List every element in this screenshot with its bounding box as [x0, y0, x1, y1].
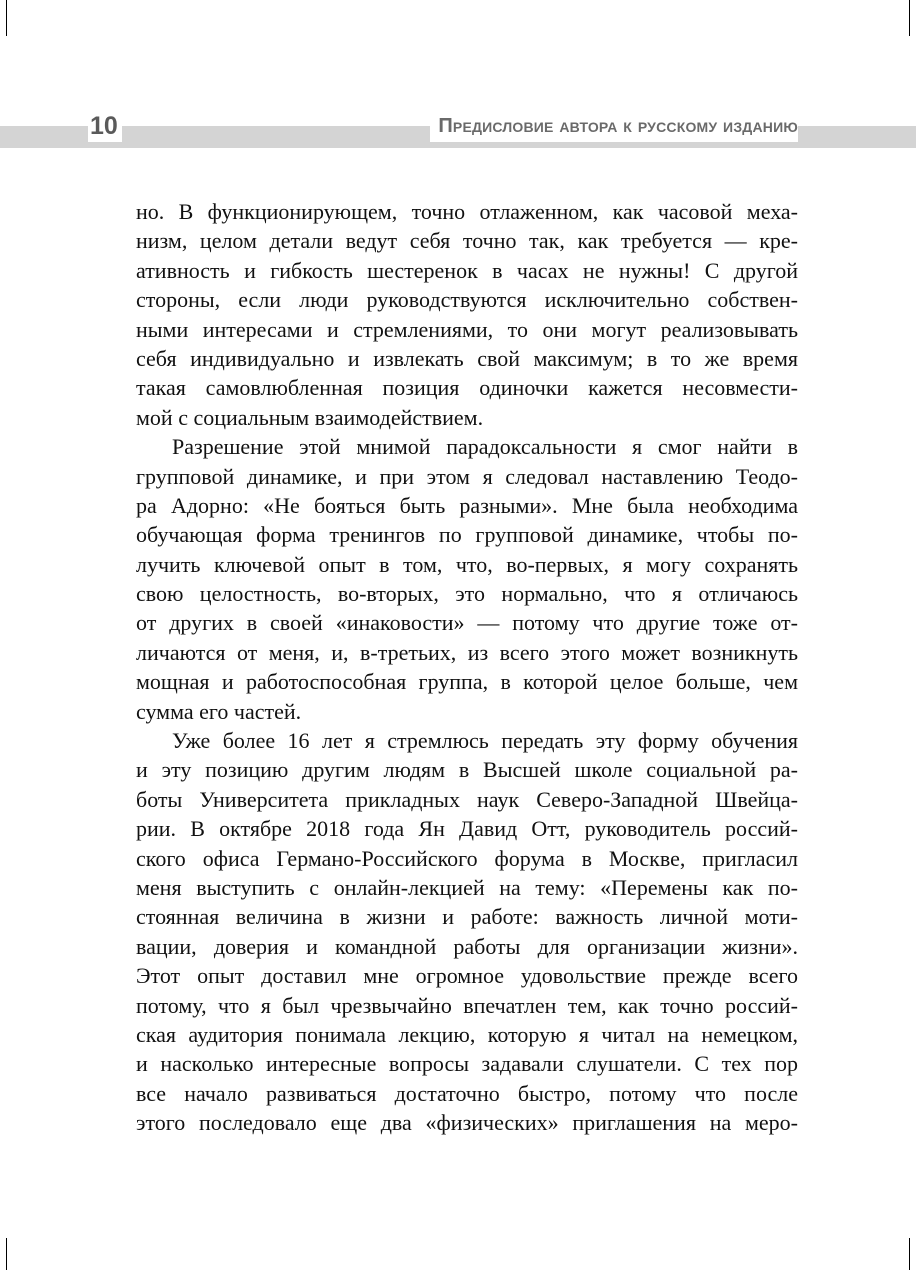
crop-mark-bottom-right	[909, 1238, 910, 1270]
text-line: ская аудитория понимала лекцию, которую я читал на немецком,	[136, 1021, 798, 1047]
paragraph-2	[136, 432, 798, 726]
text-line: стороны, если люди руководствуются исключительно собствен-	[136, 287, 798, 313]
text-line: свою целостность, во-вторых, это нормально, что я отличаюсь	[136, 581, 798, 607]
text-line: потому, что я был чрезвычайно впечатлен тем, как точно россий-	[136, 992, 798, 1018]
text-line: ра Адорно: «Не бояться быть разными». Мне была необходима	[136, 492, 798, 518]
text-line: и эту позицию другим людям в Высшей школе социальной ра-	[136, 757, 798, 783]
text-line: мощная и работоспособная группа, в которой целое больше, чем	[136, 669, 798, 695]
text-line: личаются от меня, и, в-третьих, из всего этого может возникнуть	[136, 639, 798, 665]
crop-mark-bottom-left	[6, 1238, 7, 1270]
text-line: ными интересами и стремлениями, то они могут реализовывать	[136, 316, 798, 342]
text-line: меня выступить с онлайн-лекцией на тему: «Перемены как по-	[136, 874, 798, 900]
text-line: ского офиса Германо-Российского форума в Москве, пригласил	[136, 845, 798, 871]
text-line: Этот опыт доставил мне огромное удовольствие прежде всего	[136, 963, 798, 989]
body-text	[136, 197, 798, 1138]
paragraph-1	[136, 197, 798, 432]
page-header	[0, 110, 916, 142]
text-line: Уже более 16 лет я стремлюсь передать эту форму обучения	[172, 728, 798, 754]
text-line: вации, доверия и командной работы для организации жизни».	[136, 933, 798, 959]
page-number: 10	[88, 110, 122, 142]
paragraph-3	[136, 726, 798, 1137]
text-line: лучить ключевой опыт в том, что, во-первых, я могу сохранять	[136, 551, 798, 577]
text-line: сумма его частей.	[136, 698, 302, 724]
text-line: обучающая форма тренингов по групповой динамике, чтобы по-	[136, 522, 798, 548]
text-line: и насколько интересные вопросы задавали слушатели. С тех пор	[136, 1051, 798, 1077]
text-line: низм, целом детали ведут себя точно так, как требуется — кре-	[136, 228, 798, 254]
text-line: от других в своей «инаковости» — потому что другие тоже от-	[136, 610, 798, 636]
text-line: такая самовлюбленная позиция одиночки кажется несовмести-	[136, 375, 798, 401]
crop-mark-top-right	[909, 0, 910, 36]
text-line: себя индивидуально и извлекать свой максимум; в то же время	[136, 345, 798, 371]
text-line: ативность и гибкость шестеренок в часах не нужны! С другой	[136, 257, 798, 283]
running-head: Предисловие автора к русскому изданию	[430, 110, 798, 142]
text-line: мой с социальным взаимодействием.	[136, 404, 484, 430]
text-line: боты Университета прикладных наук Северо-Западной Швейца-	[136, 786, 798, 812]
text-line: все начало развиваться достаточно быстро, потому что после	[136, 1080, 798, 1106]
text-line: групповой динамике, и при этом я следовал наставлению Теодо-	[136, 463, 798, 489]
crop-mark-top-left	[6, 0, 7, 36]
text-line: рии. В октябре 2018 года Ян Давид Отт, руководитель россий-	[136, 816, 798, 842]
text-line: Разрешение этой мнимой парадоксальности я смог найти в	[172, 434, 798, 460]
text-line: но. В функционирующем, точно отлаженном, как часовой меха-	[136, 199, 798, 224]
text-line: этого последовало еще два «физических» приглашения на меро-	[136, 1110, 798, 1136]
text-line: стоянная величина в жизни и работе: важность личной моти-	[136, 904, 798, 930]
